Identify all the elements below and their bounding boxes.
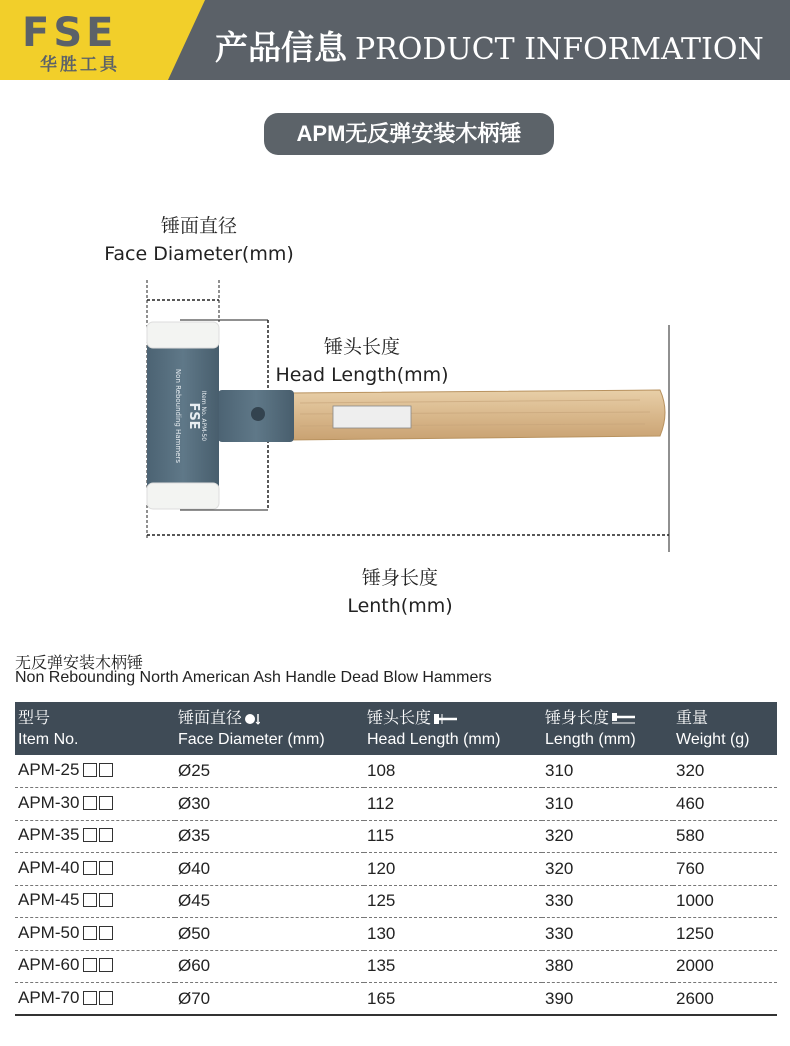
page-title-en: PRODUCT INFORMATION <box>355 32 764 67</box>
head-length-cell-value: 165 <box>367 988 396 1008</box>
header-en: Item No. <box>18 731 79 748</box>
length-cell-value: 320 <box>545 858 574 878</box>
weight-cell-value: 2600 <box>676 988 714 1008</box>
variant-code-boxes <box>83 957 115 977</box>
length-cell-value: 330 <box>545 891 574 911</box>
weight-cell <box>673 983 777 1016</box>
face-diameter-cell-value: Ø50 <box>178 923 211 943</box>
variant-code-boxes <box>83 925 115 945</box>
length-cell <box>542 950 673 983</box>
face-diameter-cell-value: Ø25 <box>178 761 211 780</box>
weight-cell <box>673 918 777 951</box>
head-length-cell <box>364 788 542 821</box>
weight-cell-value: 320 <box>676 761 705 780</box>
table-row <box>15 950 777 983</box>
weight-cell <box>673 788 777 821</box>
item-no-cell-value: APM-45 <box>18 890 80 910</box>
table-row <box>15 918 777 951</box>
variant-code-boxes <box>83 892 115 912</box>
length-cell <box>542 755 673 788</box>
bottom-nylon-face <box>147 483 219 509</box>
item-no-cell <box>15 755 175 788</box>
header-face-diameter <box>175 702 364 755</box>
weight-cell <box>673 950 777 983</box>
head-length-cell-value: 135 <box>367 956 396 976</box>
head-length-label-en: Head Length(mm) <box>275 364 449 386</box>
face-diameter-cell-value: Ø40 <box>178 858 211 878</box>
header-length <box>542 702 673 755</box>
header-item-no <box>15 702 175 755</box>
face-diameter-label-cn: 锤面直径 <box>160 215 237 237</box>
table-row <box>15 983 777 1016</box>
length-cell-value: 390 <box>545 988 574 1008</box>
weight-cell <box>673 853 777 886</box>
table-title-en: Non Rebounding North American Ash Handle Dead Blow Hammers <box>15 669 492 686</box>
brand-logo <box>0 0 205 80</box>
code-box <box>83 991 97 1005</box>
weight-cell-value: 1000 <box>676 891 714 911</box>
code-box <box>99 763 113 777</box>
head-length-label-cn: 锤头长度 <box>323 336 400 358</box>
table-row <box>15 885 777 918</box>
face-diameter-cell-value: Ø35 <box>178 826 211 846</box>
header-cn: 重量 <box>676 710 709 727</box>
length-cell <box>542 853 673 886</box>
code-box <box>99 991 113 1005</box>
page-title <box>215 22 764 69</box>
length-cell <box>542 885 673 918</box>
header-en: Face Diameter (mm) <box>178 731 325 748</box>
code-box <box>83 796 97 810</box>
product-badge: APM无反弹安装木柄锤 <box>264 113 554 155</box>
code-box <box>99 958 113 972</box>
head-length-cell <box>364 950 542 983</box>
header-cn: 锤头长度 <box>367 710 432 727</box>
face-diameter-cell <box>175 788 364 821</box>
table-row <box>15 853 777 886</box>
face-diameter-cell-value: Ø30 <box>178 793 211 813</box>
head-length-cell <box>364 983 542 1016</box>
head-length-cell-value: 130 <box>367 923 396 943</box>
code-box <box>83 828 97 842</box>
code-box <box>99 796 113 810</box>
variant-code-boxes <box>83 860 115 880</box>
face-diameter-cell-value: Ø45 <box>178 891 211 911</box>
table-header-row <box>15 702 777 755</box>
code-box <box>99 926 113 940</box>
item-no-cell-value: APM-50 <box>18 922 80 942</box>
face-diameter-icon <box>244 713 260 725</box>
hammer-diagram <box>0 200 790 620</box>
weight-cell-value: 2000 <box>676 956 714 976</box>
head-length-cell <box>364 755 542 788</box>
length-cell <box>542 918 673 951</box>
code-box <box>83 861 97 875</box>
head-length-cell <box>364 820 542 853</box>
code-box <box>99 828 113 842</box>
weight-cell <box>673 755 777 788</box>
weight-cell-value: 1250 <box>676 923 714 943</box>
table-title-cn: 无反弹安装木柄锤 <box>15 655 144 672</box>
face-diameter-cell <box>175 918 364 951</box>
variant-code-boxes <box>83 990 115 1010</box>
code-box <box>99 893 113 907</box>
code-box <box>99 861 113 875</box>
length-cell-value: 330 <box>545 923 574 943</box>
hammer-drawing <box>0 200 790 620</box>
logo-wordmark: FSE <box>22 10 118 56</box>
item-no-cell-value: APM-40 <box>18 857 80 877</box>
length-cell-value: 380 <box>545 956 574 976</box>
header-weight <box>673 702 777 755</box>
handle-label-sticker <box>333 406 411 428</box>
header-cn: 锤面直径 <box>178 710 243 727</box>
header-cn: 型号 <box>18 710 51 727</box>
item-no-cell-value: APM-30 <box>18 792 80 812</box>
face-diameter-cell <box>175 950 364 983</box>
face-diameter-cell <box>175 820 364 853</box>
item-no-cell <box>15 788 175 821</box>
code-box <box>83 763 97 777</box>
hammer-engraving-2: Item No. APM-50 <box>200 390 207 442</box>
face-diameter-cell <box>175 853 364 886</box>
hammer-brand-mark: FSE <box>186 402 201 430</box>
length-cell <box>542 820 673 853</box>
table-body <box>15 755 777 1015</box>
item-no-cell-value: APM-60 <box>18 955 80 975</box>
item-no-cell <box>15 983 175 1016</box>
head-length-cell-value: 120 <box>367 858 396 878</box>
item-no-cell <box>15 950 175 983</box>
length-cell-value: 310 <box>545 793 574 813</box>
table-row <box>15 788 777 821</box>
weight-cell <box>673 820 777 853</box>
face-diameter-cell <box>175 983 364 1016</box>
weight-cell-value: 760 <box>676 858 705 878</box>
item-no-cell <box>15 918 175 951</box>
head-length-cell <box>364 853 542 886</box>
table-row <box>15 755 777 788</box>
length-cell <box>542 983 673 1016</box>
face-diameter-cell <box>175 885 364 918</box>
head-length-icon <box>433 713 457 725</box>
code-box <box>83 926 97 940</box>
head-length-cell-value: 112 <box>367 793 395 813</box>
item-no-cell-value: APM-70 <box>18 987 80 1007</box>
header-cn: 锤身长度 <box>545 710 610 727</box>
item-no-cell-value: APM-25 <box>18 760 80 779</box>
hammer-head <box>147 337 219 495</box>
length-label-cn: 锤身长度 <box>361 567 438 589</box>
top-nylon-face <box>147 322 219 348</box>
length-icon <box>611 713 635 725</box>
header-en: Head Length (mm) <box>367 731 501 748</box>
length-cell <box>542 788 673 821</box>
header-en: Length (mm) <box>545 731 636 748</box>
face-diameter-cell-value: Ø60 <box>178 956 211 976</box>
spec-table <box>15 702 777 1016</box>
head-length-cell-value: 108 <box>367 761 396 780</box>
code-box <box>83 958 97 972</box>
item-no-cell <box>15 853 175 886</box>
face-diameter-cell <box>175 755 364 788</box>
length-cell-value: 310 <box>545 761 574 780</box>
table-row <box>15 820 777 853</box>
head-length-cell-value: 115 <box>367 826 395 846</box>
weight-cell <box>673 885 777 918</box>
item-no-cell-value: APM-35 <box>18 825 80 845</box>
face-diameter-label-en: Face Diameter(mm) <box>104 243 294 265</box>
head-length-cell <box>364 885 542 918</box>
weight-cell-value: 460 <box>676 793 705 813</box>
header-bar <box>0 0 790 80</box>
logo-chinese-name: 华胜工具 <box>40 55 120 74</box>
item-no-cell <box>15 885 175 918</box>
item-no-cell <box>15 820 175 853</box>
head-length-cell-value: 125 <box>367 891 396 911</box>
head-length-cell <box>364 918 542 951</box>
length-label-en: Lenth(mm) <box>347 595 453 617</box>
code-box <box>83 893 97 907</box>
face-diameter-cell-value: Ø70 <box>178 988 211 1008</box>
variant-code-boxes <box>83 827 115 847</box>
weight-cell-value: 580 <box>676 826 705 846</box>
hammer-engraving-1: Non Rebounding Hammers <box>174 368 182 464</box>
variant-code-boxes <box>83 762 115 782</box>
header-head-length <box>364 702 542 755</box>
header-en: Weight (g) <box>676 731 750 748</box>
neck-pin <box>251 407 265 421</box>
length-cell-value: 320 <box>545 826 574 846</box>
page-title-cn: 产品信息 <box>215 28 347 67</box>
variant-code-boxes <box>83 795 115 815</box>
